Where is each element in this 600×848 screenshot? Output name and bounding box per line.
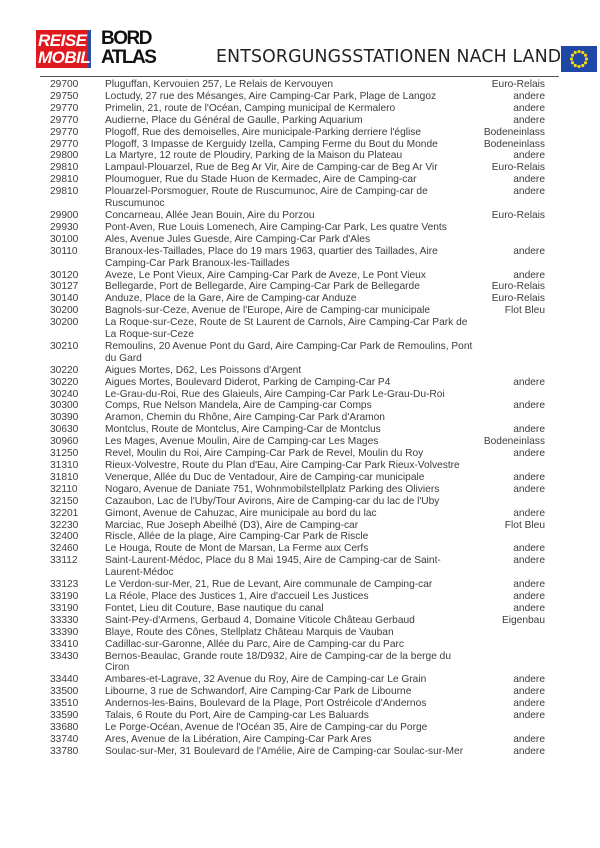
table-row [0,305,600,317]
table-row [0,591,600,603]
station-description: Ambares-et-Lagrave, 32 Avenue du Roy, Aire de Camping-car Le Grain [105,674,427,686]
station-description: Plogoff, 3 Impasse de Kerguidy Izella, Camping Ferme du Bout du Monde [105,138,438,150]
postal-code: 32110 [50,483,78,495]
table-row [0,281,600,293]
station-type: andere [513,114,545,126]
table-row [0,246,600,270]
table-row [0,508,600,520]
reisemobil-logo-line-1: REISE [38,31,87,50]
station-description: Le Houga, Route de Mont de Marsan, La Ferme aux Cerfs [105,543,369,555]
eu-star-icon [581,51,584,54]
station-type: andere [513,448,545,460]
station-type: andere [513,745,545,757]
station-description: Pont-Aven, Rue Louis Lomenech, Aire Camping-Car Park, Les quatre Vents [105,221,447,233]
postal-code: 30200 [50,305,79,317]
station-description: Loctudy, 27 rue des Mésanges, Aire Camping-Car Park, Plage de Langoz [105,90,437,102]
station-description: Bagnols-sur-Ceze, Avenue de l'Europe, Aire de Camping-car municipale [105,305,431,317]
station-description: Audierne, Place du Général de Gaulle, Parking Aquarium [105,114,363,126]
table-row [0,531,600,543]
postal-code: 29750 [50,90,79,102]
station-type: andere [513,579,545,591]
table-row [0,520,600,532]
station-description: Ales, Avenue Jules Guesde, Aire Camping-Car Park d'Ales [105,233,371,245]
station-description: Primelin, 21, route de l'Océan, Camping municipal de Kermalero [105,102,396,114]
postal-code: 33740 [50,733,79,745]
table-row [0,234,600,246]
station-type: Bodeneinlass [483,436,545,448]
table-row [0,317,600,341]
table-row [0,424,600,436]
eu-star-icon [577,50,580,53]
table-row [0,139,600,151]
station-description: Fontet, Lieu dit Couture, Base nautique du canal [105,602,324,614]
postal-code: 30140 [50,293,79,305]
postal-code: 29810 [50,186,79,198]
eu-star-icon [584,61,587,64]
postal-code: 31810 [50,471,79,483]
station-type: Euro-Relais [491,281,545,293]
postal-code: 29810 [50,162,79,174]
station-type: andere [513,507,545,519]
table-row [0,496,600,508]
station-description: Montclus, Route de Montclus, Aire Camping-Car de Montclus [105,424,381,436]
eu-star-icon [584,54,587,57]
eu-star-icon [571,61,574,64]
station-description: Comps, Rue Nelson Mandela, Aire de Camping-car Comps [105,400,372,412]
station-type: andere [513,602,545,614]
station-description: Saint-Pey-d'Armens, Gerbaud 4, Domaine Viticole Château Gerbaud [105,614,415,626]
station-description: Rieux-Volvestre, Route du Plan d'Eau, Aire Camping-Car Park Rieux-Volvestre [105,460,460,471]
station-description: La Roque-sur-Ceze, Route de St Laurent de Carnols, Aire Camping-Car Park de La Roque-sur-Ceze [105,317,468,341]
table-row [0,615,600,627]
station-type: Bodeneinlass [483,138,545,150]
postal-code: 33680 [50,721,79,733]
postal-code: 30390 [50,412,79,424]
table-row [0,484,600,496]
station-type: andere [513,376,545,388]
postal-code: 31310 [50,460,79,471]
station-type: andere [513,483,545,495]
station-description: Anduze, Place de la Gare, Aire de Camping-car Anduze [105,293,357,305]
station-description: Remoulins, 20 Avenue Pont du Gard, Aire Camping-Car Park de Remoulins, Pont du Gard [105,340,473,364]
postal-code: 30960 [50,436,79,448]
station-description: Cadillac-sur-Garonne, Allée du Parc, Aire de Camping-car du Parc [105,638,404,650]
station-description: Lampaul-Plouarzel, Rue de Beg Ar Vir, Aire de Camping-car de Beg Ar Vir [105,162,438,174]
table-row [0,674,600,686]
station-description: Plogoff, Rue des demoiselles, Aire municipale-Parking derriere l'église [105,126,422,138]
postal-code: 30200 [50,317,79,329]
station-description: Plouarzel-Porsmoguer, Route de Ruscumunoc, Aire de Camping-car de Ruscumunoc [105,186,428,210]
table-row [0,651,600,675]
station-description: Aigues Mortes, Boulevard Diderot, Parking de Camping-Car P4 [105,376,391,388]
postal-code: 33390 [50,626,79,638]
station-description: Soulac-sur-Mer, 31 Boulevard de l'Amélie, Aire de Camping-car Soulac-sur-Mer [105,745,464,757]
postal-code: 30220 [50,376,79,388]
station-description: Blaye, Route des Cônes, Stellplatz Château Marquis de Vauban [105,626,394,638]
station-type: andere [513,174,545,186]
postal-code: 29770 [50,138,79,150]
station-type: andere [513,269,545,281]
station-description: La Réole, Place des Justices 1, Aire d'accueil Les Justices [105,590,369,602]
postal-code: 32230 [50,519,79,531]
reisemobil-logo [36,30,91,68]
eu-star-icon [574,51,577,54]
postal-code: 33410 [50,638,79,650]
table-row [0,448,600,460]
page-title: ENTSORGUNGSSTATIONEN NACH LAND [216,46,562,67]
table-row [0,91,600,103]
table-row [0,412,600,424]
station-description: Saint-Laurent-Médoc, Place du 8 Mai 1945, Aire de Camping-car de Saint-Laurent-Médoc [105,555,441,579]
postal-code: 32460 [50,543,79,555]
postal-code: 33190 [50,590,79,602]
table-row [0,222,600,234]
table-row [0,639,600,651]
station-type: andere [513,733,545,745]
station-type: andere [513,555,545,567]
station-description: Les Mages, Avenue Moulin, Aire de Camping-car Les Mages [105,436,379,448]
table-row [0,698,600,710]
postal-code: 30127 [50,281,79,293]
station-type: andere [513,424,545,436]
postal-code: 32201 [50,507,79,519]
postal-code: 29810 [50,174,79,186]
station-description: Cazaubon, Lac de l'Uby/Tour Avirons, Aire de Camping-car du lac de l'Uby [105,495,440,507]
table-row [0,555,600,579]
table-row [0,543,600,555]
station-type: andere [513,686,545,698]
table-row [0,436,600,448]
station-type: andere [513,543,545,555]
bordatlas-logo-line-1: BORD [101,28,151,49]
eu-star-icon [577,65,580,68]
postal-code: 29700 [50,79,79,90]
postal-code: 33123 [50,579,79,591]
table-row [0,579,600,591]
station-type: Flot Bleu [504,519,545,531]
postal-code: 29770 [50,114,79,126]
table-row [0,746,600,758]
postal-code: 33590 [50,710,79,722]
postal-code: 33190 [50,602,79,614]
table-row [0,174,600,186]
station-type: andere [513,102,545,114]
station-description: Bellegarde, Port de Bellegarde, Aire Camping-Car Park de Bellegarde [105,281,420,293]
table-row [0,115,600,127]
eu-star-icon [570,57,573,60]
postal-code: 30240 [50,388,79,400]
station-description: Aigues Mortes, D62, Les Poissons d'Argent [105,364,302,376]
postal-code: 33440 [50,674,79,686]
table-row [0,79,600,91]
postal-code: 30300 [50,400,79,412]
postal-code: 33112 [50,555,78,567]
station-description: Branoux-les-Taillades, Place do 19 mars 1963, quartier des Taillades, Aire Camping-Car Park Branoux-les-Taillades [105,245,438,269]
postal-code: 33330 [50,614,79,626]
station-type: andere [513,471,545,483]
table-row [0,103,600,115]
postal-code: 29770 [50,126,79,138]
table-row [0,150,600,162]
station-description: Nogaro, Avenue de Daniate 751, Wohnmobilstellplatz Parking des Oliviers [105,483,440,495]
station-description: La Martyre, 12 route de Ploudiry, Parking de la Maison du Plateau [105,150,403,162]
station-type: Euro-Relais [491,293,545,305]
table-row [0,400,600,412]
station-description: Revel, Moulin du Roi, Aire Camping-Car Park de Revel, Moulin du Roy [105,448,424,460]
eu-star-icon [581,64,584,67]
eu-star-icon [585,57,588,60]
stations-table [0,79,600,758]
postal-code: 29930 [50,221,79,233]
table-row [0,365,600,377]
station-type: andere [513,150,545,162]
postal-code: 29770 [50,102,79,114]
postal-code: 30110 [50,245,78,257]
eu-star-icon [571,54,574,57]
table-row [0,603,600,615]
station-type: Flot Bleu [504,305,545,317]
bordatlas-logo [101,29,161,69]
postal-code: 33500 [50,686,79,698]
table-row [0,377,600,389]
page-header [0,0,600,82]
station-description: Riscle, Allée de la plage, Aire Camping-Car Park de Riscle [105,531,369,543]
table-row [0,341,600,365]
station-description: Aramon, Chemin du Rhône, Aire Camping-Car Park d'Aramon [105,412,385,424]
station-type: Eigenbau [501,614,545,626]
table-row [0,472,600,484]
header-divider [40,76,559,77]
table-row [0,627,600,639]
postal-code: 30120 [50,269,79,281]
postal-code: 32150 [50,495,79,507]
table-row [0,210,600,222]
table-row [0,734,600,746]
station-description: Concarneau, Allée Jean Bouin, Aire du Porzou [105,209,315,221]
station-description: Marciac, Rue Joseph Abeilhé (D3), Aire de Camping-car [105,519,359,531]
station-description: Pluguffan, Kervouien 257, Le Relais de Kervouyen [105,79,334,90]
table-row [0,162,600,174]
station-type: andere [513,674,545,686]
station-description: Le Verdon-sur-Mer, 21, Rue de Levant, Aire communale de Camping-car [105,579,433,591]
station-description: Gimont, Avenue de Cahuzac, Aire municipale au bord du lac [105,507,377,519]
postal-code: 30220 [50,364,79,376]
station-type: Euro-Relais [491,79,545,90]
postal-code: 31250 [50,448,79,460]
reisemobil-logo-line-2: MOBIL [38,48,91,67]
station-description: Andernos-les-Bains, Boulevard de la Plage, Port Ostréicole d'Andernos [105,698,427,710]
table-row [0,127,600,139]
station-type: andere [513,400,545,412]
postal-code: 30630 [50,424,79,436]
eu-flag-icon [561,46,597,72]
station-description: Aveze, Le Pont Vieux, Aire Camping-Car Park de Aveze, Le Pont Vieux [105,269,426,281]
station-description: Ares, Avenue de la Libération, Aire Camping-Car Park Ares [105,733,372,745]
eu-star-icon [574,64,577,67]
station-type: andere [513,245,545,257]
table-row [0,186,600,210]
station-type: Bodeneinlass [483,126,545,138]
station-type: andere [513,90,545,102]
table-row [0,686,600,698]
station-description: Venerque, Allée du Duc de Ventadour, Aire de Camping-car municipale [105,471,425,483]
postal-code: 29800 [50,150,79,162]
postal-code: 33510 [50,698,79,710]
station-type: andere [513,590,545,602]
postal-code: 29900 [50,209,79,221]
station-type: Euro-Relais [491,162,545,174]
station-description: Talais, 6 Route du Port, Aire de Camping-car Les Baluards [105,710,369,722]
station-type: Euro-Relais [491,209,545,221]
station-description: Ploumoguer, Rue du Stade Huon de Kermadec, Aire de Camping-car [105,174,417,186]
table-row [0,460,600,472]
station-type: andere [513,698,545,710]
table-row [0,710,600,722]
postal-code: 33780 [50,745,79,757]
table-row [0,270,600,282]
station-description: Le-Grau-du-Roi, Rue des Glaieuls, Aire Camping-Car Park Le-Grau-Du-Roi [105,388,445,400]
station-description: Libourne, 3 rue de Schwandorf, Aire Camping-Car Park de Libourne [105,686,412,698]
table-row [0,722,600,734]
bordatlas-logo-line-2: ATLAS [101,47,156,68]
postal-code: 30100 [50,233,79,245]
table-row [0,293,600,305]
table-row [0,389,600,401]
station-description: Le Porge-Océan, Avenue de l'Océan 35, Aire de Camping-car du Porge [105,721,428,733]
postal-code: 33430 [50,650,79,662]
postal-code: 30210 [50,340,79,352]
station-type: andere [513,710,545,722]
station-description: Bernos-Beaulac, Grande route 18/D932, Aire de Camping-car de la berge du Ciron [105,650,452,674]
postal-code: 32400 [50,531,79,543]
station-type: andere [513,186,545,198]
